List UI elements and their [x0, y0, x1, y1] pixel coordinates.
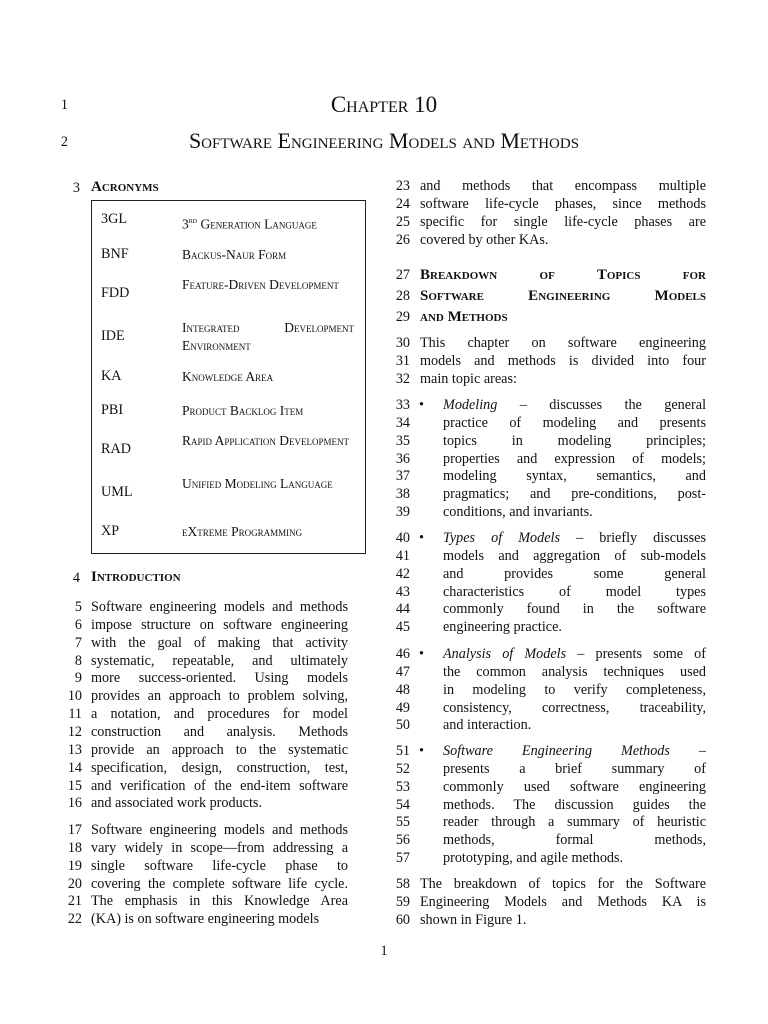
text-line: shown in Figure 1. [420, 911, 527, 928]
line-number: 46 [395, 646, 410, 662]
text-line: single software life-cycle phase to [91, 857, 348, 874]
text-line: main topic areas: [420, 370, 517, 387]
acronym-def-text: Knowledge Area [182, 369, 274, 384]
text-line-content: in modeling to verify completeness, [443, 681, 706, 698]
line-number: 38 [395, 486, 410, 503]
text-line-content: consistency, correctness, traceability, [443, 699, 706, 716]
line-number: 23 [395, 178, 410, 194]
acronym-def-text: Product Backlog Item [182, 403, 304, 418]
acronym-definition [182, 432, 354, 450]
line-number: 10 [67, 688, 82, 705]
text-line [443, 681, 706, 699]
line-number: 31 [395, 352, 410, 369]
text-line: impose structure on software engineering [91, 616, 348, 633]
acronym-def-text: eXtreme Programming [182, 524, 303, 539]
text-line-content: engineering practice. [443, 619, 562, 636]
acronym-def-text: Integrated Development Environment [182, 320, 354, 353]
text-line: a notation, and procedures for model [91, 706, 348, 723]
text-line [443, 450, 706, 468]
line-number: 13 [67, 741, 82, 758]
line-number: 60 [395, 911, 410, 928]
line-number: 27 [395, 267, 410, 283]
text-line [443, 414, 706, 432]
line-number: 37 [395, 468, 410, 485]
page-title: Software Engineering Models and Methods [188, 128, 580, 153]
line-number: 49 [395, 699, 410, 716]
text-line: specific for single life-cycle phases are [420, 213, 706, 230]
line-number: 25 [395, 213, 410, 230]
line-number: 39 [395, 504, 410, 521]
line-number: 7 [74, 634, 82, 651]
line-number: 57 [395, 850, 410, 867]
line-number: 43 [395, 583, 410, 600]
text-line: covering the complete software life cycle. [91, 875, 348, 892]
acronym-abbr: IDE [101, 328, 125, 344]
line-number: 59 [395, 893, 410, 910]
text-line [443, 849, 706, 867]
line-number: 30 [395, 335, 410, 351]
text-line: models and methods is divided into four [420, 352, 706, 369]
acronym-definition [182, 276, 354, 294]
text-line-content: prototyping, and agile methods. [443, 850, 624, 867]
text-line: The breakdown of topics for the Software [420, 876, 706, 892]
text-line: Engineering Models and Methods KA is [420, 893, 706, 910]
line-number: 55 [395, 814, 410, 831]
text-line [443, 831, 706, 849]
text-line [443, 547, 706, 565]
text-line: specification, design, construction, test, [91, 759, 348, 776]
text-line [443, 503, 706, 521]
acronym-def-text: Rapid Application Development [182, 433, 350, 448]
text-line: provide an approach to the systematic [91, 741, 348, 758]
line-number: 56 [395, 832, 410, 849]
text-line-content: pragmatics; and pre-conditions, post- [443, 486, 706, 503]
line-number: 14 [67, 759, 82, 776]
bullet-icon: • [419, 743, 424, 759]
text-line [443, 796, 706, 814]
text-line-content: reader through a summary of heuristic [443, 814, 706, 831]
line-number: 53 [395, 778, 410, 795]
text-line: and methods that encompass multiple [420, 178, 706, 194]
text-line-content: topics in modeling principles; [443, 432, 706, 449]
section-heading: Introduction [91, 569, 181, 585]
acronym-abbr: FDD [101, 285, 130, 301]
line-number: 18 [67, 839, 82, 856]
line-number: 54 [395, 796, 410, 813]
text-line: Software Engineering Models [420, 288, 706, 304]
line-number: 29 [395, 309, 410, 325]
acronym-abbr: UML [101, 484, 133, 500]
line-number: 40 [395, 530, 410, 546]
line-number: 19 [67, 857, 82, 874]
text-line-content: characteristics of model types [443, 583, 706, 600]
text-line-content: and provides some general [443, 565, 706, 582]
acronym-abbr: KA [101, 368, 122, 384]
text-line [443, 529, 706, 547]
text-line-content: – presents some of [577, 646, 706, 662]
text-line [443, 565, 706, 583]
line-number: 42 [395, 565, 410, 582]
line-number: 28 [395, 288, 410, 304]
text-line-content: and interaction. [443, 717, 532, 734]
line-number: 24 [395, 195, 410, 212]
line-number: 36 [395, 450, 410, 467]
text-line: This chapter on software engineering [420, 335, 706, 351]
line-number: 16 [67, 795, 82, 812]
bullet-title: Types of Models [443, 530, 561, 546]
line-number: 4 [72, 570, 80, 586]
line-number: 47 [395, 663, 410, 680]
line-number: 8 [74, 652, 82, 669]
line-number: 20 [67, 875, 82, 892]
text-line [443, 396, 706, 414]
acronym-def-text: Feature-Driven Development [182, 277, 339, 292]
acronym-def-text: Generation Language [197, 216, 317, 232]
acronym-definition [182, 368, 354, 386]
text-line: The emphasis in this Knowledge Area [91, 893, 348, 910]
text-line: provides an approach to problem solving, [91, 688, 348, 705]
line-number: 44 [395, 601, 410, 618]
acronym-def-text: Backus-Naur Form [182, 247, 287, 262]
line-number: 52 [395, 760, 410, 777]
text-line [443, 760, 706, 778]
text-line: Software engineering models and methods [91, 599, 348, 615]
line-number: 17 [67, 822, 82, 838]
section-heading: Acronyms [91, 179, 159, 195]
text-line-content: methods, formal methods, [443, 832, 706, 849]
acronyms-table [91, 200, 366, 554]
line-number: 58 [395, 876, 410, 892]
line-number: 41 [395, 547, 410, 564]
acronym-definition [182, 475, 354, 493]
text-line: more success-oriented. Using models [91, 670, 348, 687]
acronym-abbr: BNF [101, 246, 129, 262]
acronym-definition [182, 319, 354, 355]
line-number: 51 [395, 743, 410, 759]
text-line: covered by other KAs. [420, 231, 549, 248]
acronym-def-prefix: 3 [182, 216, 189, 232]
bullet-title: Software Engineering Methods [443, 743, 670, 759]
line-number: 2 [60, 134, 68, 150]
line-number: 5 [74, 599, 82, 615]
page-number: 1 [380, 943, 388, 959]
bullet-icon: • [419, 397, 424, 413]
chapter-number: Chapter 10 [330, 92, 438, 117]
acronym-definition [182, 246, 354, 264]
text-line [443, 699, 706, 717]
text-line [443, 813, 706, 831]
text-line: and verification of the end-item software [91, 777, 348, 794]
text-line-content: – discusses the general [519, 397, 707, 413]
text-line-content: presents a brief summary of [443, 760, 706, 777]
text-line-content: commonly used software engineering [443, 778, 706, 795]
acronym-definition [182, 402, 354, 420]
text-line: with the goal of making that activity [91, 634, 348, 651]
acronym-abbr: 3GL [101, 211, 128, 227]
text-line-content: the common analysis techniques used [443, 663, 706, 680]
line-number: 21 [67, 893, 82, 910]
line-number: 33 [395, 397, 410, 413]
text-line: vary widely in scope—from addressing a [91, 839, 348, 856]
acronym-definition [182, 211, 354, 234]
acronym-definition [182, 523, 354, 541]
text-line: (KA) is on software engineering models [91, 911, 320, 928]
text-line: systematic, repeatable, and ultimately [91, 652, 348, 669]
text-line [443, 778, 706, 796]
text-line: Software engineering models and methods [91, 822, 348, 838]
line-number: 34 [395, 414, 410, 431]
text-line-content: conditions, and invariants. [443, 504, 593, 521]
line-number: 26 [395, 231, 410, 248]
line-number: 22 [67, 911, 82, 928]
line-number: 12 [67, 723, 82, 740]
line-number: 1 [60, 97, 68, 113]
bullet-icon: • [419, 530, 424, 546]
text-line: and Methods [420, 309, 508, 325]
line-number: 48 [395, 681, 410, 698]
text-line: software life-cycle phases, since methods [420, 195, 706, 212]
acronym-def-text: Unified Modeling Language [182, 476, 333, 491]
text-line-content: models and aggregation of sub-models [443, 547, 706, 564]
acronym-def-superscript: rd [188, 215, 198, 225]
text-line-content: commonly found in the software [443, 601, 706, 618]
text-line-content: – [698, 743, 706, 759]
acronym-abbr: PBI [101, 402, 124, 418]
text-line-content: modeling syntax, semantics, and [443, 468, 706, 485]
line-number: 6 [74, 616, 82, 633]
text-line [443, 716, 706, 734]
bullet-title: Modeling [443, 397, 498, 413]
line-number: 11 [68, 706, 82, 723]
text-line: and associated work products. [91, 795, 262, 812]
text-line [443, 618, 706, 636]
text-line: Breakdown of Topics for [420, 267, 706, 283]
text-line [443, 432, 706, 450]
acronym-abbr: XP [101, 523, 120, 539]
line-number: 50 [395, 717, 410, 734]
line-number: 32 [395, 370, 410, 387]
text-line-content: practice of modeling and presents [443, 414, 706, 431]
text-line: construction and analysis. Methods [91, 723, 348, 740]
text-line [443, 485, 706, 503]
text-line-content: properties and expression of models; [443, 450, 706, 467]
line-number: 35 [395, 432, 410, 449]
bullet-title: Analysis of Models [443, 646, 567, 662]
text-line [443, 742, 706, 760]
bullet-icon: • [419, 646, 424, 662]
text-line [443, 467, 706, 485]
line-number: 45 [395, 619, 410, 636]
text-line [443, 663, 706, 681]
acronym-abbr: RAD [101, 441, 131, 457]
text-line [443, 645, 706, 663]
text-line [443, 600, 706, 618]
text-line-content: methods. The discussion guides the [443, 796, 706, 813]
line-number: 3 [72, 180, 80, 196]
line-number: 15 [67, 777, 82, 794]
text-line-content: – briefly discusses [576, 530, 706, 546]
text-line [443, 583, 706, 601]
line-number: 9 [74, 670, 82, 687]
